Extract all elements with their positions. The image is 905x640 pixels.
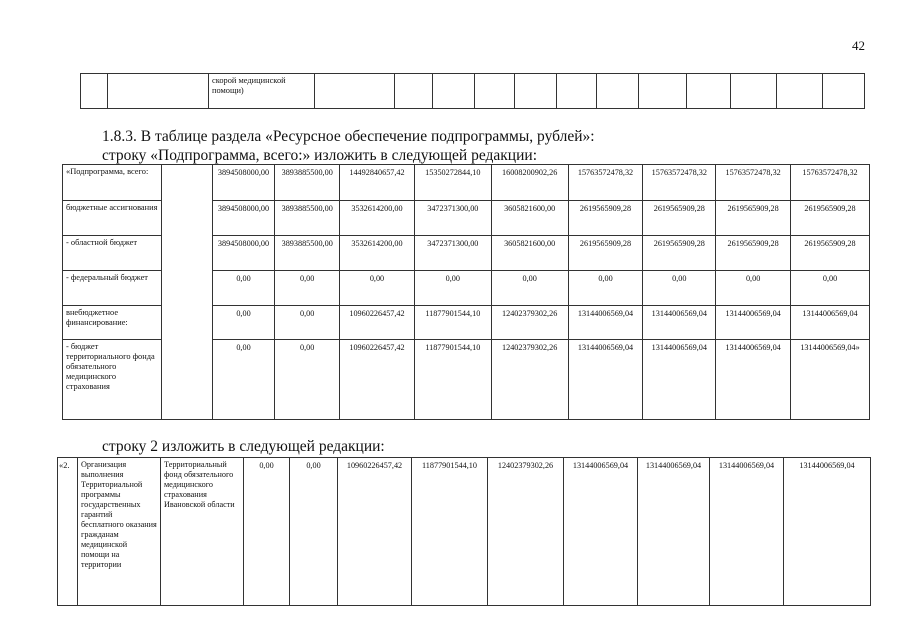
row-label: - федеральный бюджет (63, 271, 162, 305)
value-cell: 15763572478,32 (791, 165, 870, 201)
value-cell: 13144006569,04 (643, 305, 716, 339)
top-cell (557, 74, 597, 109)
value-cell: 13144006569,04 (791, 305, 870, 339)
top-cell (108, 74, 209, 109)
value-cell: 0,00 (212, 340, 275, 420)
table-row (58, 458, 871, 606)
value-cell: 0,00 (716, 271, 791, 305)
top-cell (81, 74, 108, 109)
value-cell: 15350272844,10 (414, 165, 491, 201)
value-cell: 3532614200,00 (340, 201, 415, 235)
value-cell: 0,00 (643, 271, 716, 305)
value-cell: 3472371300,00 (414, 201, 491, 235)
value-cell: 3532614200,00 (340, 235, 415, 270)
value-cell: 15763572478,32 (568, 165, 643, 201)
top-cell (687, 74, 731, 109)
value-cell: 16008200902,26 (491, 165, 568, 201)
executor: Территориальный фонд обязательного медицинского страхования Ивановской области (161, 458, 244, 606)
top-cell (475, 74, 515, 109)
value-cell: 13144006569,04 (716, 305, 791, 339)
value-cell: 10960226457,42 (340, 305, 415, 339)
value-cell: 3472371300,00 (414, 235, 491, 270)
row-label: - областной бюджет (63, 235, 162, 270)
value-cell: 11877901544,10 (414, 305, 491, 339)
value-cell: 13144006569,04» (791, 340, 870, 420)
value-cell: 0,00 (340, 271, 415, 305)
value-cell: 13144006569,04 (716, 340, 791, 420)
value-cell: 0,00 (275, 305, 340, 339)
heading-line-2: строку «Подпрограмма, всего:» изложить в следующей редакции: (102, 147, 537, 164)
value-cell: 2619565909,28 (791, 201, 870, 235)
value-cell: 0,00 (212, 305, 275, 339)
value-cell: 13144006569,04 (638, 458, 710, 606)
value-cell: 3605821600,00 (491, 235, 568, 270)
value-cell: 2619565909,28 (716, 235, 791, 270)
value-cell: 2619565909,28 (568, 235, 643, 270)
row-label: «Подпрограмма, всего: (63, 165, 162, 201)
value-cell: 0,00 (414, 271, 491, 305)
value-cell: 2619565909,28 (643, 201, 716, 235)
top-label: скорой медицинской помощи) (212, 76, 286, 95)
row-label: - бюджет территориального фонда обязательного медицинского страхования (63, 340, 162, 420)
value-cell: 13144006569,04 (568, 305, 643, 339)
value-cell: 11877901544,10 (414, 340, 491, 420)
row-label: внебюджетное финансирование: (63, 305, 162, 339)
top-cell (433, 74, 475, 109)
top-table-fragment (80, 73, 865, 109)
value-cell: 12402379302,26 (491, 305, 568, 339)
value-cell: 13144006569,04 (568, 340, 643, 420)
value-cell: 12402379302,26 (491, 340, 568, 420)
value-cell: 2619565909,28 (716, 201, 791, 235)
row-number: «2. (58, 458, 78, 606)
value-cell: 2619565909,28 (791, 235, 870, 270)
value-cell: 0,00 (568, 271, 643, 305)
value-cell: 2619565909,28 (568, 201, 643, 235)
page-number: 42 (852, 38, 865, 53)
value-cell: 3894508000,00 (212, 165, 275, 201)
value-cell: 0,00 (212, 271, 275, 305)
top-cell (597, 74, 639, 109)
empty-column (162, 165, 213, 420)
value-cell: 13144006569,04 (710, 458, 784, 606)
top-cell (639, 74, 687, 109)
value-cell: 3894508000,00 (212, 235, 275, 270)
value-cell: 0,00 (491, 271, 568, 305)
value-cell: 0,00 (244, 458, 290, 606)
value-cell: 13144006569,04 (643, 340, 716, 420)
value-cell: 13144006569,04 (564, 458, 638, 606)
top-cell (395, 74, 433, 109)
value-cell: 3893885500,00 (275, 165, 340, 201)
value-cell: 3893885500,00 (275, 235, 340, 270)
value-cell: 10960226457,42 (340, 340, 415, 420)
heading-line-1: 1.8.3. В таблице раздела «Ресурсное обеспечение подпрограммы, рублей»: (102, 128, 595, 145)
top-label-cell (209, 74, 315, 109)
value-cell: 15763572478,32 (643, 165, 716, 201)
resource-table (62, 164, 870, 420)
value-cell: 11877901544,10 (412, 458, 488, 606)
top-cell (823, 74, 865, 109)
row2-table (57, 457, 871, 606)
value-cell: 14492840657,42 (340, 165, 415, 201)
activity-name: Организация выполнения Территориальной программы государственных гарантий бесплатного оказания гражданам медицинской помощи на территории (78, 458, 161, 606)
top-cell (515, 74, 557, 109)
value-cell: 2619565909,28 (643, 235, 716, 270)
table-row (63, 165, 870, 201)
value-cell: 10960226457,42 (338, 458, 412, 606)
value-cell: 0,00 (275, 340, 340, 420)
value-cell: 0,00 (791, 271, 870, 305)
top-cell (731, 74, 777, 109)
top-cell (315, 74, 395, 109)
value-cell: 15763572478,32 (716, 165, 791, 201)
value-cell: 3894508000,00 (212, 201, 275, 235)
value-cell: 0,00 (275, 271, 340, 305)
value-cell: 0,00 (290, 458, 338, 606)
value-cell: 12402379302,26 (488, 458, 564, 606)
top-cell (777, 74, 823, 109)
value-cell: 3605821600,00 (491, 201, 568, 235)
value-cell: 13144006569,04 (784, 458, 871, 606)
row-label: бюджетные ассигнования (63, 201, 162, 235)
heading-line-3: строку 2 изложить в следующей редакции: (102, 438, 385, 455)
value-cell: 3893885500,00 (275, 201, 340, 235)
